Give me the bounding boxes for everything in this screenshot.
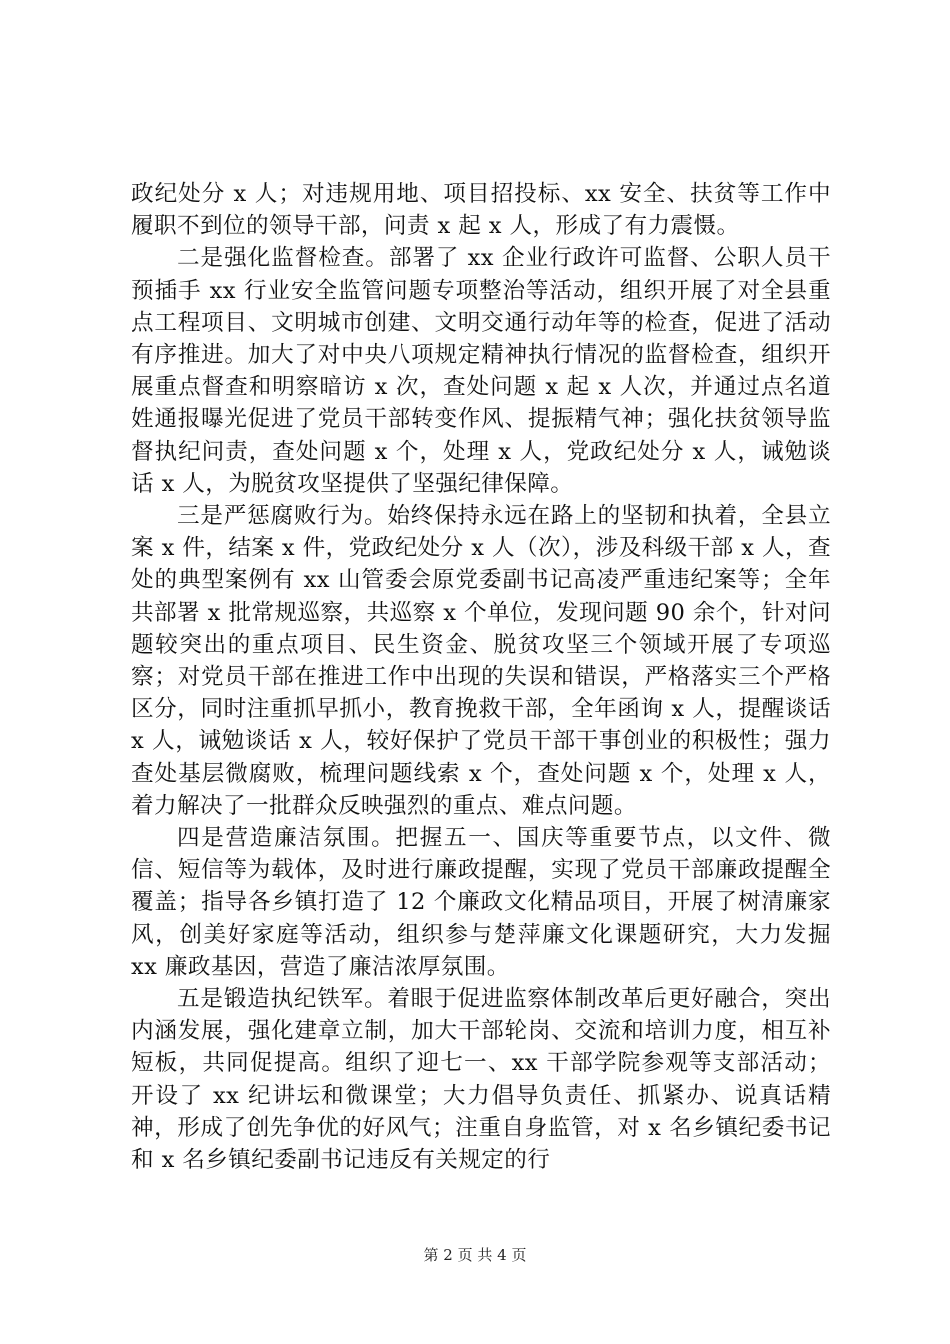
paragraph-2: 二是强化监督检查。部署了 xx 企业行政许可监督、公职人员干预插手 xx 行业安全监管问题专项整治等活动，组织开展了对全县重点工程项目、文明城市创建、文明交通行动年等的检查，促进了活动有序推进。加大了对中央八项规定精神执行情况的监督检查，组织开展重点督查和明察暗访 x 次，查处问题 x 起 x 人次，并通过点名道姓通报曝光促进了党员干部转变作风、提振精气神；强化扶贫领导监督执纪问责，查处问题 x 个，处理 x 人，党政纪处分 x 人，诫勉谈话 x 人，为脱贫攻坚提供了坚强纪律保障。 [131, 245, 831, 497]
paragraph-4: 四是营造廉洁氛围。把握五一、国庆等重要节点，以文件、微信、短信等为载体，及时进行廉政提醒，实现了党员干部廉政提醒全覆盖；指导各乡镇打造了 12 个廉政文化精品项目，开展了树清廉家风，创美好家庭等活动，组织参与楚萍廉文化课题研究，大力发掘 xx 廉政基因，营造了廉洁浓厚氛围。 [131, 825, 831, 980]
paragraph-3: 三是严惩腐败行为。始终保持永远在路上的坚韧和执着，全县立案 x 件，结案 x 件，党政纪处分 x 人（次），涉及科级干部 x 人，查处的典型案例有 xx 山管委会原党委副书记高凌严重违纪案等；全年共部署 x 批常规巡察，共巡察 x 个单位，发现问题 90 余个，针对问题较突出的重点项目、民生资金、脱贫攻坚三个领域开展了专项巡察；对党员干部在推进工作中出现的失误和错误，严格落实三个严格区分，同时注重抓早抓小，教育挽救干部，全年函询 x 人，提醒谈话 x 人，诫勉谈话 x 人，较好保护了党员干部干事创业的积极性；强力查处基层微腐败，梳理问题线索 x 个，查处问题 x 个，处理 x 人，着力解决了一批群众反映强烈的重点、难点问题。 [131, 503, 831, 819]
document-body [131, 178, 831, 1176]
page-number-label: 第 2 页 共 4 页 [423, 1246, 527, 1264]
paragraph-1: 政纪处分 x 人；对违规用地、项目招投标、xx 安全、扶贫等工作中履职不到位的领导干部，问责 x 起 x 人，形成了有力震慑。 [131, 181, 831, 240]
page-footer [0, 1244, 950, 1265]
paragraph-5: 五是锻造执纪铁军。着眼于促进监察体制改革后更好融合，突出内涵发展，强化建章立制，加大干部轮岗、交流和培训力度，相互补短板，共同促提高。组织了迎七一、xx 干部学院参观等支部活动；开设了 xx 纪讲坛和微课堂；大力倡导负责任、抓紧办、说真话精神，形成了创先争优的好风气；注重自身监管，对 x 名乡镇纪委书记和 x 名乡镇纪委副书记违反有关规定的行 [131, 986, 831, 1174]
